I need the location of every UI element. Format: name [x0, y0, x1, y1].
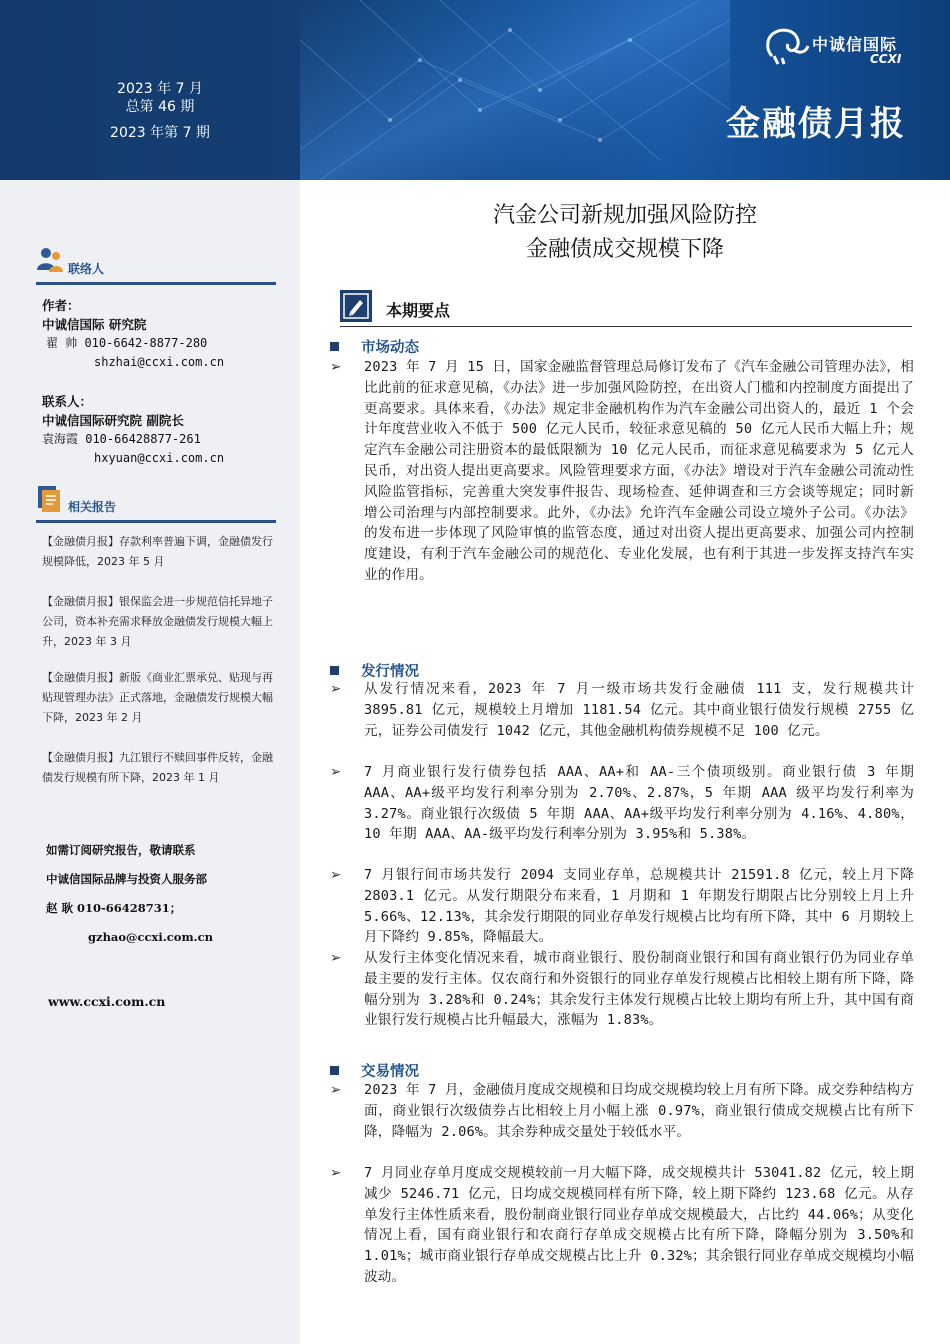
- summary-heading-label: 本期要点: [386, 301, 451, 320]
- website-link[interactable]: www.ccxi.com.cn: [48, 994, 166, 1009]
- ccxi-logo: [764, 26, 914, 70]
- liaison-phone: 袁海霞 010-66428877-261: [42, 432, 201, 446]
- issue-date: 2023 年 7 月: [117, 81, 203, 97]
- related-report-4[interactable]: 【金融债月报】九江银行不赎回事件反转，金融债发行规模有所下降，2023 年 1 月: [42, 751, 273, 784]
- arrow-bullet-icon: ➢: [330, 764, 342, 780]
- header-banner: [0, 0, 950, 180]
- issuance-para-1: [330, 679, 914, 741]
- subscribe-email[interactable]: gzhao@ccxi.com.cn: [88, 930, 213, 944]
- section-title-market-label: 市场动态: [361, 340, 419, 356]
- author-label: 作者：: [42, 298, 80, 313]
- arrow-bullet-icon: ➢: [330, 1082, 342, 1098]
- section-title-issuance: [330, 660, 419, 681]
- trading-para-1-text: 2023 年 7 月，金融债月度成交规模和日均成交规模均较上月有所下降。成交券种结构方面，商业银行次级债券占比相较上月小幅上涨 0.97%，商业银行债成交规模占比有所下降，降幅为 2.06%。其余券种成交量处于较低水平。: [364, 1082, 914, 1140]
- issue-info: [60, 78, 260, 144]
- arrow-bullet-icon: ➢: [330, 359, 342, 375]
- section-title-market: [330, 336, 419, 357]
- related-report-3[interactable]: 【金融债月报】新版《商业汇票承兑、贴现与再贴现管理办法》正式落地，金融债发行规模大幅下降，2023 年 2 月: [42, 671, 273, 724]
- contacts-heading-label: 联络人: [68, 262, 105, 276]
- logo-text-cn: 中诚信国际: [812, 35, 898, 54]
- arrow-bullet-icon: ➢: [330, 1165, 342, 1181]
- related-heading-label: 相关报告: [68, 500, 117, 514]
- subscribe-line-1: 如需订阅研究报告，敬请联系: [46, 843, 196, 857]
- arrow-bullet-icon: ➢: [330, 867, 342, 883]
- arrow-bullet-icon: ➢: [330, 950, 342, 966]
- issuance-para-4-text: 从发行主体变化情况来看，城市商业银行、股份制商业银行和国有商业银行仍为同业存单最主要的发行主体。仅农商行和外资银行的同业存单发行规模占比相较上期有所下降，降幅分别为 3.28%和 0.24%；其余发行主体发行规模占比较上期均有所上升，其中国有商业银行发行规模占比升幅最大，涨幅为 1.83%。: [364, 950, 914, 1029]
- arrow-bullet-icon: ➢: [330, 681, 342, 697]
- market-para-1-text: 2023 年 7 月 15 日，国家金融监督管理总局修订发布了《汽车金融公司管理办法》，相比此前的征求意见稿，《办法》进一步加强风险防控，在出资人门槛和内控制度方面提出了更高要求。具体来看，《办法》规定非金融机构作为汽车金融公司出资人的，最近 1 个会计年度营业收入不低于 500 亿元人民币，较征求意见稿的 50 亿元人民币大幅上升；规定汽车金融公司注册资本的最低限额为 10 亿元人民币，而征求意见稿要求为 5 亿元人民币，对出资人提出更高要求。风险管理要求方面，《办法》增设对于汽车金融公司流动性风险监管指标，完善重大突发事件报告、现场检查、延伸调查和三方会谈等规定；同时新增公司治理与内部控制要求。此外，《办法》允许汽车金融公司设立境外子公司。《办法》的发布进一步体现了风险审慎的监管态度，通过对出资人提出更高要求、加强公司内控制度建设，有利于汽车金融公司的规范化、专业化发展，也有利于其进一步发挥支持汽车实业的作用。: [364, 359, 914, 583]
- issuance-para-3-text: 7 月银行间市场共发行 2094 支同业存单，总规模共计 21591.8 亿元，较上月下降 2803.1 亿元。从发行期限分布来看，1 月期和 1 年期发行期限占比分别较上月上升 5.66%、12.13%，其余发行期限的同业存单发行规模占比均有所下降，其中 6 月期较上月下降约 9.85%，降幅最大。: [364, 867, 914, 946]
- related-heading: [36, 484, 276, 523]
- bullet-square-icon: [330, 342, 339, 351]
- title-line-2: 金融债成交规模下降: [525, 237, 724, 262]
- pen-icon: [340, 290, 372, 322]
- issue-total: 总第 46 期: [125, 99, 195, 115]
- related-report-2[interactable]: 【金融债月报】银保监会进一步规范信托异地子公司，资本补充需求释放金融债发行规模大幅上升，2023 年 3 月: [42, 595, 273, 648]
- section-title-issuance-label: 发行情况: [361, 664, 419, 680]
- document-icon: [36, 484, 64, 514]
- contacts-heading: [36, 246, 276, 285]
- banner-decoration: [300, 0, 730, 180]
- author-block: [42, 296, 272, 372]
- bullet-square-icon: [330, 1066, 339, 1075]
- trading-para-1: [330, 1080, 914, 1142]
- author-org: 中诚信国际 研究院: [42, 317, 147, 332]
- trading-para-2: [330, 1163, 914, 1288]
- liaison-label: 联系人：: [42, 394, 93, 409]
- trading-para-2-text: 7 月同业存单月度成交规模较前一月大幅下降，成交规模共计 53041.82 亿元，较上期减少 5246.71 亿元，日均成交规模同样有所下降，较上期下降约 123.68 亿元。从存单发行主体性质来看，股份制商业银行同业存单成交规模最大，占比约 44.06%；从变化情况上看，国有商业银行和农商行存单成交规模占比有所下降，降幅分别为 3.50%和 1.01%；城市商业银行存单成交规模占比上升 0.32%；其余银行同业存单成交规模均小幅波动。: [364, 1165, 914, 1285]
- sidebar: [0, 180, 300, 1344]
- liaison-email[interactable]: hxyuan@ccxi.com.cn: [94, 451, 225, 465]
- market-para-1: [330, 357, 914, 586]
- liaison-org: 中诚信国际研究院 副院长: [42, 413, 184, 428]
- issuance-para-2-text: 7 月商业银行发行债券包括 AAA、AA+和 AA-三个债项级别。商业银行债 3 年期 AAA、AA+级平均发行利率分别为 2.70%、2.87%，5 年期 AAA 级平均发行利率为 3.27%。商业银行次级债 5 年期 AAA、AA+级平均发行利率分别为 4.16%、4.80%，10 年期 AAA、AA-级平均发行利率分别为 3.95%和 5.38%。: [364, 764, 914, 843]
- issue-year: 2023 年第 7 期: [110, 125, 210, 141]
- liaison-block: [42, 392, 272, 468]
- subscribe-line-3: 赵 耿 010-66428731；: [46, 901, 182, 915]
- title-line-1: 汽金公司新规加强风险防控: [492, 203, 757, 228]
- related-report-1[interactable]: 【金融债月报】存款利率普遍下调，金融债发行规模降低，2023 年 5 月: [42, 535, 273, 568]
- contacts-icon: [36, 246, 64, 276]
- issuance-para-1-text: 从发行情况来看，2023 年 7 月一级市场共发行金融债 111 支，发行规模共计 3895.81 亿元，规模较上月增加 1181.54 亿元。其中商业银行债发行规模 2755 亿元，证券公司债发行 1042 亿元，其他金融机构债券规模不足 100 亿元。: [364, 681, 914, 739]
- issuance-para-4: [330, 948, 914, 1031]
- logo-emblem-icon: [764, 26, 810, 66]
- report-title: 金融债月报: [726, 104, 906, 144]
- author-email[interactable]: shzhai@ccxi.com.cn: [94, 355, 225, 369]
- author-phone: 翟 帅 010-6642-8877-280: [46, 336, 208, 350]
- issuance-para-3: [330, 865, 914, 948]
- summary-heading: [340, 288, 912, 327]
- issuance-para-2: [330, 762, 914, 845]
- subscribe-line-2: 中诚信国际品牌与投资人服务部: [46, 872, 207, 886]
- logo-text-en: CCXI: [870, 52, 902, 66]
- subscribe-block: [46, 836, 276, 951]
- section-title-trading-label: 交易情况: [361, 1064, 419, 1080]
- bullet-square-icon: [330, 666, 339, 675]
- section-title-trading: [330, 1060, 419, 1081]
